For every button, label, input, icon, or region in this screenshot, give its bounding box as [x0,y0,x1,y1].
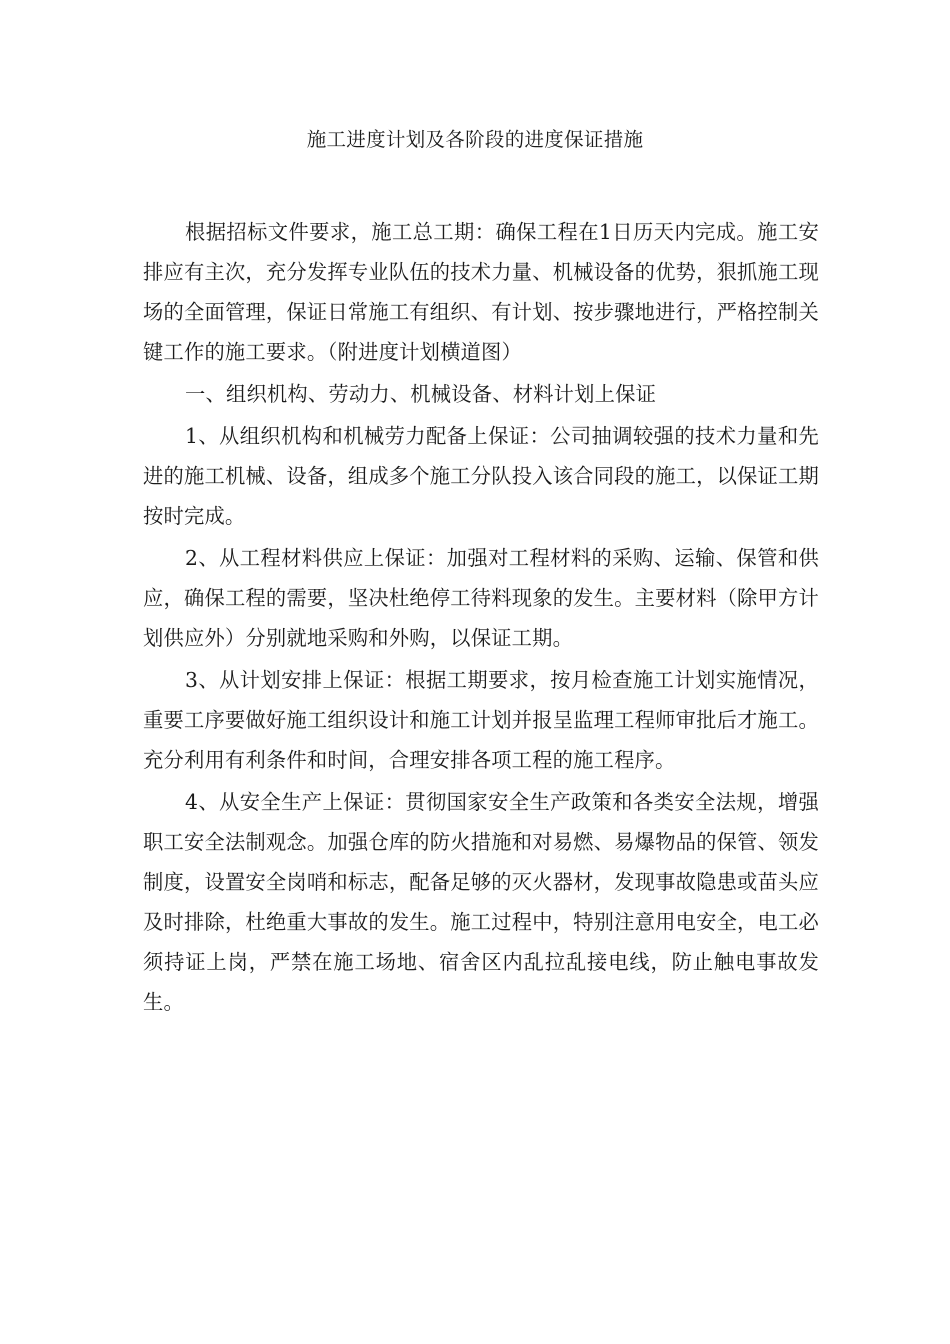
paragraph-item-2: 2、从工程材料供应上保证：加强对工程材料的采购、运输、保管和供应，确保工程的需要，坚决杜绝停工待料现象的发生。主要材料（除甲方计划供应外）分别就地采购和外购，以保证工期。 [143,546,819,650]
section-heading-1: 一、组织机构、劳动力、机械设备、材料计划上保证 [185,382,657,406]
document-body [143,211,819,1023]
document-title: 施工进度计划及各阶段的进度保证措施 [306,128,644,151]
paragraph-item-1: 1、从组织机构和机械劳力配备上保证：公司抽调较强的技术力量和先进的施工机械、设备，组成多个施工分队投入该合同段的施工，以保证工期按时完成。 [143,424,819,528]
paragraph-intro: 根据招标文件要求，施工总工期：确保工程在1日历天内完成。施工安排应有主次，充分发挥专业队伍的技术力量、机械设备的优势，狠抓施工现场的全面管理，保证日常施工有组织、有计划、按步骤地进行，严格控制关键工作的施工要求。（附进度计划横道图） [143,220,819,364]
paragraph-item-3: 3、从计划安排上保证：根据工期要求，按月检查施工计划实施情况，重要工序要做好施工组织设计和施工计划并报呈监理工程师审批后才施工。充分利用有利条件和时间，合理安排各项工程的施工程序。 [143,668,819,772]
paragraph-item-4: 4、从安全生产上保证：贯彻国家安全生产政策和各类安全法规，增强职工安全法制观念。加强仓库的防火措施和对易燃、易爆物品的保管、领发制度，设置安全岗哨和标志，配备足够的灭火器材，发现事故隐患或苗头应及时排除，杜绝重大事故的发生。施工过程中，特别注意用电安全，电工必须持证上岗，严禁在施工场地、宿舍区内乱拉乱接电线，防止触电事故发生。 [143,790,819,1014]
